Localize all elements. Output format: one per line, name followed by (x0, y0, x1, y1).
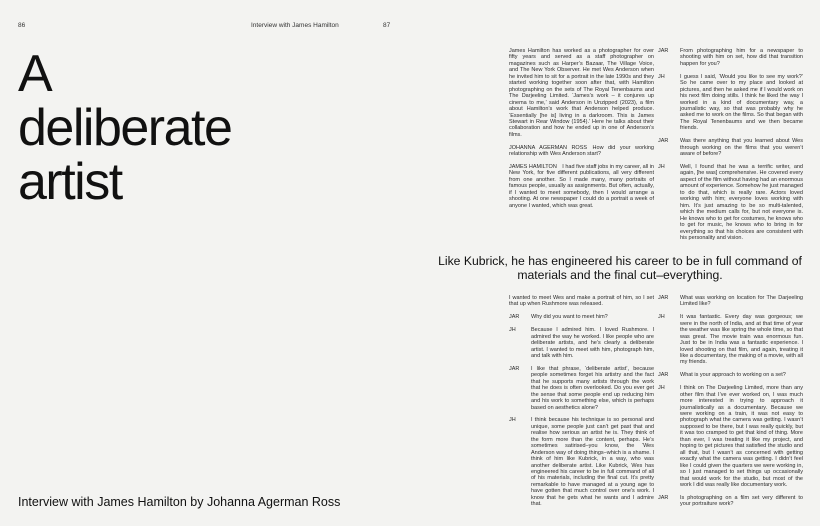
pull-quote: Like Kubrick, he has engineered his career to be in full command of materials and the final cut–everything. (438, 254, 802, 282)
speaker-text: Well, I found that he was a terrific writer, and again, [he was] comprehensive. He covered every aspect of the film without having had an enormous amount of experience. Somehow he just managed to do that, which is really rare. Actors loved working with him; everyone loves working with him. It’s just amazing to be so multi-talented, which the medium calls for, but not everyone is. He knows who to get for costumes, he knows who to get for music, he knows who to bring in for everything so that his choices are consistent with his personality and vision. (680, 163, 803, 241)
speaker-label: JH (658, 163, 665, 170)
speaker-label: JAR (658, 494, 669, 501)
speaker-label: JAR (658, 295, 669, 301)
interview-exchange (658, 372, 803, 378)
question-paragraph: JOHANNA AGERMAN ROSS How did your working relationship with Wes Anderson start? (509, 144, 654, 158)
speaker-label: JAR (658, 372, 669, 379)
interview-exchange (658, 138, 803, 157)
interview-exchange (509, 417, 654, 507)
interview-exchange (658, 295, 803, 308)
speaker-text: Because I admired him. I loved Rushmore. I admired the way he worked. I like people who are deliberate artists, and he’s clearly a deliberate artist. I wanted to meet with him, photograph him, and talk with him. (531, 327, 654, 359)
interview-exchange (658, 74, 803, 132)
interview-exchange (509, 366, 654, 411)
interview-exchange (658, 48, 803, 67)
interview-exchange (658, 385, 803, 488)
speaker-label: JAR (509, 365, 520, 372)
intro-paragraph: James Hamilton has worked as a photographer for over fifty years and served as a staff photographer on magazines such as Harper’s Bazaar, The Village Voice, and The New York Observer. He met Wes Anderson when he invited him to sit for a portrait in the late 1990s and they started working together soon after that, with Hamilton photographing on the sets of The Royal Tenenbaums and The Darjeeling Limited. ‘James’s work – it conjures up cinema to me,’ said Anderson in Unzipped (2023), a film about Hamilton’s work that Anderson helped produce. ‘Essentially [he is] living in a darkroom. This is James Stewart in Rear Window (1954).’ Here he talks about their collaboration and how he ended up in one of Anderson’s films. (509, 48, 654, 138)
article-title: A deliberate artist (18, 45, 232, 211)
interview-exchange (658, 164, 803, 241)
speaker-label: JH (509, 417, 516, 424)
speaker-text: I guess I said, ‘Would you like to see my work?’ So he came over to my place and looked at pictures, and then he asked me if I would work on his next film doing stills. I think he liked the way I worked in a kind of documentary way, a journalistic way, so that was probably why he asked me to work on the films. So that began with The Royal Tenenbaums and we then became friends. (680, 73, 803, 132)
speaker-label: JAR (509, 314, 520, 321)
page-number-right: 87 (383, 22, 391, 29)
interview-exchange (509, 327, 654, 359)
speaker-text: From photographing him for a newspaper to shooting with him on set, how did that transition happen for you? (680, 48, 803, 67)
running-head: Interview with James Hamilton (251, 22, 339, 29)
speaker-text: I like that phrase, ‘deliberate artist’, because people sometimes forget his artistry and the fact that he supports many artists through the work that he does is often overlooked. Do you ever get the sense that some people end up reducing him and his work to something else, which is perhaps based on aesthetics alone? (531, 365, 654, 411)
speaker-label: JAR (658, 138, 669, 145)
speaker-label: JH (509, 327, 516, 334)
page-number-left: 86 (18, 22, 26, 29)
speaker-text: Was there anything that you learned about Wes through working on the films that you weren’t aware of before? (680, 138, 803, 158)
text-column-a (509, 48, 654, 216)
speaker-text: It was fantastic. Every day was gorgeous; we were in the north of India, and at that time of year the weather was like spring the whole time, so that was great. The movie train was enormous fun. Just to be in India was a fantastic experience. I loved shooting on that film, and again, treating it like a documentary, the making of a movie, with all my friends. (680, 314, 803, 366)
speaker-text: Why did you want to meet him? (531, 314, 608, 321)
speaker-text: I think because his technique is so personal and unique, some people just can’t get past that and realise how serious an artist he is. They think of the form more than the content, perhaps. He’s sometimes satirised–you know, the ‘Wes Anderson way of doing things–which is a shame. I think of him like Kubrick, in a way, who was another deliberate artist. Like Kubrick, Wes has engineered his career to be in full command of all of his materials, including the final cut. It’s pretty remarkable to have managed at a young age to have gotten that much control over one’s work. I know that he gets what he wants and I admire that. (531, 417, 654, 508)
article-byline: Interview with James Hamilton by Johanna Agerman Ross (18, 495, 341, 509)
speaker-label: JH (658, 73, 665, 80)
speaker-text: What was working on location for The Darjeeling Limited like? (680, 295, 803, 308)
interview-exchange (658, 495, 803, 508)
speaker-label: JAR (658, 48, 669, 54)
speaker-text: I think on The Darjeeling Limited, more than any other film that I’ve ever worked on, I was much more interested in trying to approach it journalistically as a documentary. Because we were working on a train, it was not easy to photograph what the camera was getting. I wasn’t supposed to be there, but I was really quickly, but it was too cramped to get that kind of thing. More than ever, I was treating it like my project, and hoping to get pictures that satisfied the studio and all that, but I wasn’t as concerned with getting exactly what the camera was getting. I didn’t feel like I could given the quarters we were working in, so I just managed to set things up occasionally that would work for the studio, but most of the work I did was really like documentary work. (680, 385, 803, 488)
answer-paragraph: JAMES HAMILTON I had five staff jobs in my career, all in New York, for five different publications, all very different from one another. So I made many, many portraits of famous people, usually as assignments. But often, actually, if I wanted to meet somebody, then I would arrange a shooting. At one newspaper I could do a portrait a week of anyone I wanted, which was great. (509, 164, 654, 209)
interview-exchange (509, 314, 654, 320)
text-column-b (658, 48, 803, 248)
speaker-text: Is photographing on a film set very different to your portraiture work? (680, 494, 803, 508)
text-column-d (658, 295, 803, 514)
speaker-label: JH (658, 385, 665, 392)
text-column-c (509, 295, 654, 514)
lead-paragraph: I wanted to meet Wes and make a portrait of him, so I set that up when Rushmore was released. (509, 295, 654, 308)
interview-exchange (658, 314, 803, 366)
speaker-label: JH (658, 314, 665, 321)
speaker-text: What is your approach to working on a set? (680, 372, 786, 379)
